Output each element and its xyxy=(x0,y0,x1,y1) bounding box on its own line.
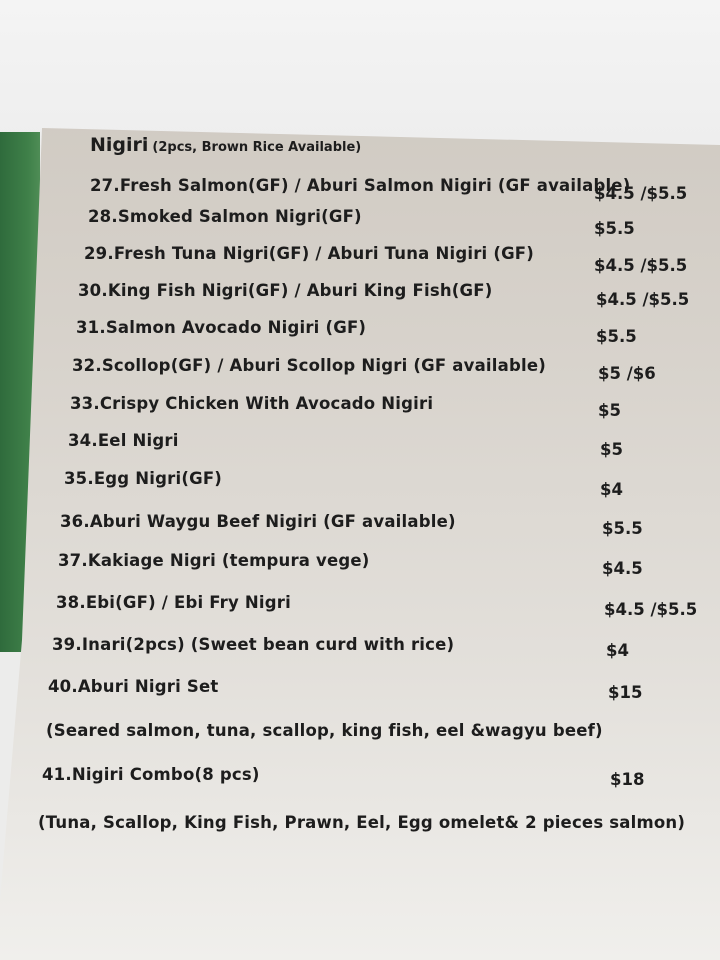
menu-item-41: 41.Nigiri Combo(8 pcs) xyxy=(42,765,260,784)
section-title xyxy=(90,134,361,156)
menu-item-27: 27.Fresh Salmon(GF) / Aburi Salmon Nigiri (GF available) xyxy=(90,176,631,195)
menu-item-28: 28.Smoked Salmon Nigri(GF) xyxy=(88,207,362,226)
price-32: $5 /$6 xyxy=(598,364,656,383)
price-37: $4.5 xyxy=(602,559,643,578)
price-33: $5 xyxy=(598,401,621,420)
menu-item-29: 29.Fresh Tuna Nigri(GF) / Aburi Tuna Nigiri (GF) xyxy=(84,244,535,263)
price-39: $4 xyxy=(606,641,629,660)
price-30: $4.5 /$5.5 xyxy=(596,290,690,309)
price-36: $5.5 xyxy=(602,519,643,538)
price-28: $5.5 xyxy=(594,219,635,238)
menu-note-40: (Seared salmon, tuna, scallop, king fish, eel &wagyu beef) xyxy=(46,721,603,740)
price-38: $4.5 /$5.5 xyxy=(604,600,698,619)
menu-note-41: (Tuna, Scallop, King Fish, Prawn, Eel, Egg omelet& 2 pieces salmon) xyxy=(38,813,686,832)
menu-item-36: 36.Aburi Waygu Beef Nigiri (GF available) xyxy=(60,512,456,531)
price-41: $18 xyxy=(610,770,645,789)
price-27: $4.5 /$5.5 xyxy=(594,184,688,203)
section-subtitle: (2pcs, Brown Rice Available) xyxy=(152,140,362,155)
menu-item-39: 39.Inari(2pcs) (Sweet bean curd with rice) xyxy=(52,635,455,654)
menu-item-35: 35.Egg Nigri(GF) xyxy=(64,469,223,488)
menu-item-30: 30.King Fish Nigri(GF) / Aburi King Fish(GF) xyxy=(78,281,493,300)
menu-item-34: 34.Eel Nigri xyxy=(68,431,179,450)
menu-item-40: 40.Aburi Nigri Set xyxy=(48,677,219,696)
price-29: $4.5 /$5.5 xyxy=(594,256,688,275)
menu-item-37: 37.Kakiage Nigri (tempura vege) xyxy=(58,551,370,570)
menu-item-32: 32.Scollop(GF) / Aburi Scollop Nigri (GF available) xyxy=(72,356,546,375)
menu-item-38: 38.Ebi(GF) / Ebi Fry Nigri xyxy=(56,593,291,612)
section-title-text: Nigiri xyxy=(90,134,149,156)
background-wall xyxy=(0,0,720,145)
price-40: $15 xyxy=(608,683,643,702)
price-31: $5.5 xyxy=(596,327,637,346)
price-35: $4 xyxy=(600,480,623,499)
menu-item-31: 31.Salmon Avocado Nigiri (GF) xyxy=(76,318,367,337)
menu-item-33: 33.Crispy Chicken With Avocado Nigiri xyxy=(70,394,434,413)
price-34: $5 xyxy=(600,440,623,459)
